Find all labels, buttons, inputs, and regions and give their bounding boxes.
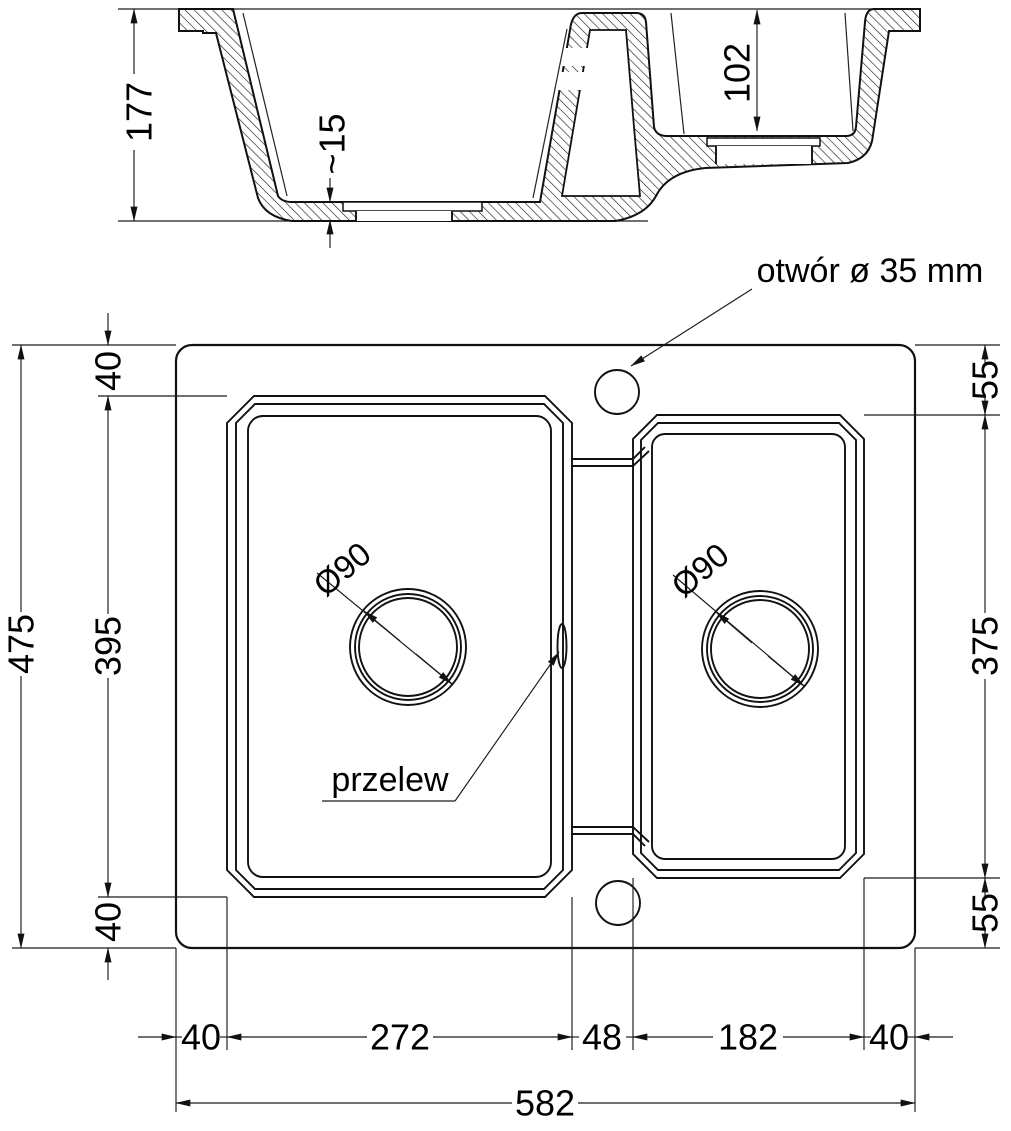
divider-channel — [572, 447, 649, 846]
overflow-label: przelew — [331, 761, 449, 799]
dim-bottom-divider: 48 — [581, 1016, 623, 1058]
dim-small-bowl-height-value: 375 — [964, 615, 1006, 677]
overflow-break-band — [554, 72, 587, 90]
dim-bottom-small-bowl: 182 — [717, 1016, 779, 1058]
dim-right-top — [965, 345, 1006, 415]
dim-total-width — [176, 1083, 915, 1124]
main-drain-hole — [350, 589, 466, 705]
dim-small-bowl-height — [965, 415, 1006, 878]
dim-right-bottom — [965, 878, 1006, 948]
main-drain-recess — [356, 211, 452, 221]
small-bowl — [633, 415, 864, 878]
dim-bottom-margin-left: 40 — [180, 1016, 222, 1058]
main-drain-plate — [343, 202, 482, 211]
dim-total-height-value: 475 — [0, 613, 42, 675]
dim-total-height — [1, 345, 42, 948]
overflow-break-band — [560, 48, 592, 66]
dim-total-width-value: 582 — [514, 1082, 576, 1124]
dim-small-bowl-depth-value: 102 — [716, 42, 758, 104]
bottom-dimensions — [138, 1017, 953, 1124]
dim-main-bowl-height-value: 395 — [87, 615, 129, 677]
sink-outline — [176, 345, 915, 948]
dim-bottom-margin-right: 40 — [868, 1016, 910, 1058]
main-bowl — [227, 396, 572, 897]
cross-section-view — [118, 9, 920, 248]
faucet-hole-label: otwór ø 35 mm — [756, 252, 984, 290]
dim-margin-top-value: 40 — [87, 350, 129, 392]
small-drain-recess — [716, 146, 812, 164]
faucet-hole-callout — [631, 252, 983, 366]
dim-section-depth-value: 177 — [118, 81, 160, 143]
dim-bottom-main-bowl: 272 — [369, 1016, 431, 1058]
dim-main-bowl-height — [88, 396, 129, 897]
overflow-hole — [558, 624, 567, 668]
dim-right-bottom-value: 55 — [964, 892, 1006, 934]
dim-margin-bottom-value: 40 — [87, 901, 129, 943]
dim-main-drain — [306, 535, 452, 684]
dim-main-drain-value: Ø90 — [306, 534, 378, 604]
dim-margin-top — [88, 313, 129, 391]
dim-small-drain — [664, 536, 804, 686]
dim-small-drain-value: Ø90 — [664, 535, 736, 605]
right-dimensions — [965, 345, 1006, 948]
dim-bottom-offset-value: ~15 — [311, 113, 353, 175]
faucet-hole — [595, 370, 639, 414]
dim-bottom-offset — [312, 113, 353, 248]
left-dimensions — [1, 313, 129, 980]
dim-right-top-value: 55 — [964, 359, 1006, 401]
dim-small-bowl-depth — [717, 10, 758, 131]
dim-margin-bottom — [88, 902, 129, 980]
dim-chain-row — [138, 1017, 953, 1058]
small-drain-plate — [707, 138, 820, 146]
dim-section-depth — [119, 9, 160, 221]
plan-view — [176, 252, 983, 948]
